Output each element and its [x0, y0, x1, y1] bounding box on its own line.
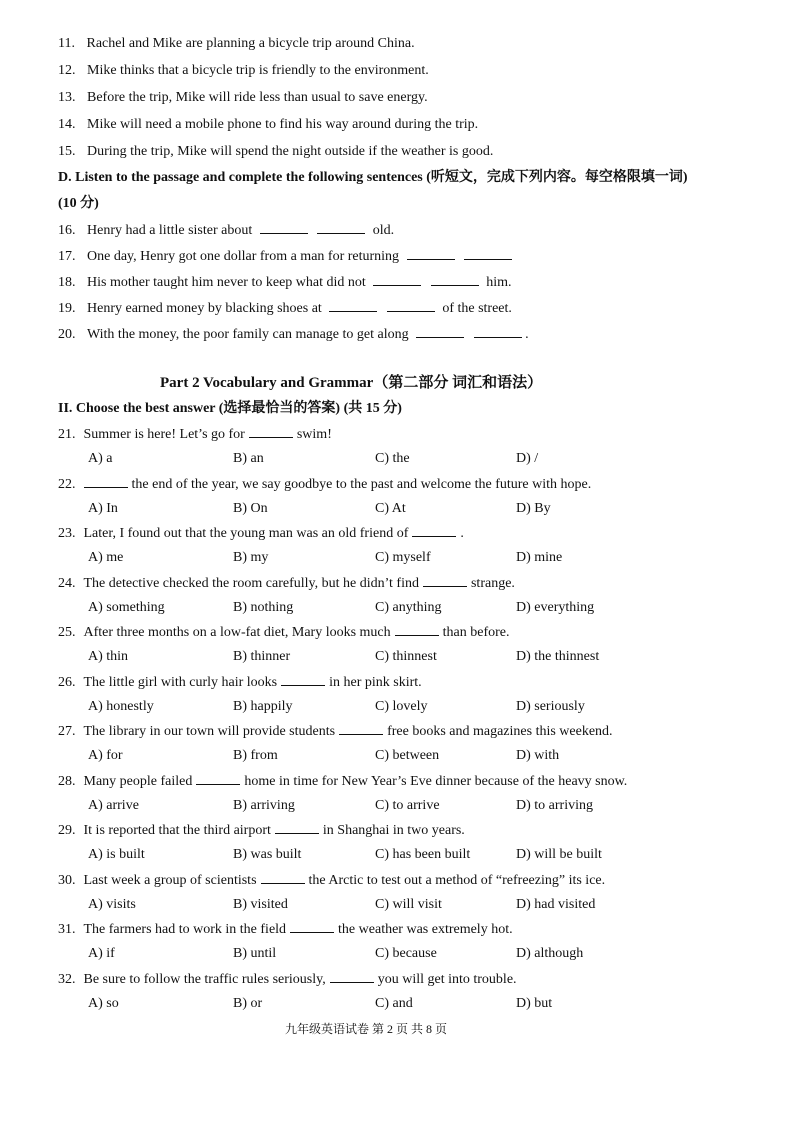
option-c[interactable]: C) has been built — [375, 847, 471, 862]
answer-blank[interactable] — [416, 325, 464, 338]
answer-blank[interactable] — [464, 247, 512, 260]
option-a[interactable]: A) visits — [88, 897, 136, 912]
option-d[interactable]: D) everything — [516, 600, 595, 615]
answer-blank[interactable] — [423, 574, 467, 587]
question-text: The little girl with curly hair looks — [83, 675, 278, 690]
statement-14 — [58, 116, 478, 134]
answer-blank[interactable] — [387, 299, 435, 312]
item-number: 11. — [58, 36, 75, 51]
item-text: him. — [486, 275, 512, 290]
sentence-19 — [58, 299, 512, 318]
option-b[interactable]: B) until — [233, 946, 277, 961]
item-number: 18. — [58, 275, 76, 290]
question-text: Last week a group of scientists — [83, 873, 257, 888]
answer-blank[interactable] — [249, 425, 293, 438]
option-c[interactable]: C) At — [375, 501, 406, 516]
answer-blank[interactable] — [196, 772, 240, 785]
question-text: Summer is here! Let’s go for — [83, 427, 245, 442]
option-d[interactable]: D) to arriving — [516, 798, 593, 813]
question-25 — [58, 623, 510, 642]
option-a[interactable]: A) a — [88, 451, 113, 466]
question-text: in Shanghai in two years. — [322, 823, 465, 838]
item-text: Mike will need a mobile phone to find his way around during the trip. — [87, 117, 479, 132]
question-text: swim! — [296, 427, 332, 442]
question-text: than before. — [442, 625, 510, 640]
question-text: . — [460, 526, 464, 541]
question-text: The detective checked the room carefully, but he didn’t find — [83, 576, 419, 591]
question-text: Many people failed — [83, 774, 193, 789]
question-number: 22. — [58, 477, 76, 492]
option-a[interactable]: A) something — [88, 600, 165, 615]
sentence-16 — [58, 221, 394, 240]
question-number: 28. — [58, 774, 76, 789]
answer-blank[interactable] — [412, 524, 456, 537]
question-text: After three months on a low-fat diet, Mary looks much — [83, 625, 391, 640]
answer-blank[interactable] — [84, 475, 128, 488]
part2-title: Part 2 Vocabulary and Grammar（第二部分 词汇和语法） — [160, 375, 543, 391]
question-number: 31. — [58, 922, 76, 937]
question-number: 26. — [58, 675, 76, 690]
question-number: 27. — [58, 724, 76, 739]
option-b[interactable]: B) from — [233, 748, 278, 763]
option-a[interactable]: A) honestly — [88, 699, 154, 714]
question-text: the end of the year, we say goodbye to the past and welcome the future with hope. — [131, 477, 592, 492]
option-b[interactable]: B) an — [233, 451, 264, 466]
answer-blank[interactable] — [330, 970, 374, 983]
answer-blank[interactable] — [329, 299, 377, 312]
question-23 — [58, 524, 464, 543]
option-b[interactable]: B) arriving — [233, 798, 295, 813]
option-b[interactable]: B) visited — [233, 897, 288, 912]
answer-blank[interactable] — [339, 722, 383, 735]
statement-12 — [58, 62, 429, 80]
question-28 — [58, 772, 627, 791]
question-number: 29. — [58, 823, 76, 838]
answer-blank[interactable] — [317, 221, 365, 234]
option-a[interactable]: A) for — [88, 748, 123, 763]
question-number: 30. — [58, 873, 76, 888]
option-c[interactable]: C) because — [375, 946, 437, 961]
option-b[interactable]: B) or — [233, 996, 263, 1011]
option-d[interactable]: D) / — [516, 451, 539, 466]
option-a[interactable]: A) thin — [88, 649, 129, 664]
question-29 — [58, 821, 465, 840]
item-text: With the money, the poor family can manage to get along — [87, 327, 409, 342]
option-d[interactable]: D) although — [516, 946, 584, 961]
item-text: old. — [372, 223, 395, 238]
item-text: His mother taught him never to keep what did not — [87, 275, 366, 290]
question-24 — [58, 574, 515, 593]
answer-blank[interactable] — [407, 247, 455, 260]
item-number: 19. — [58, 301, 76, 316]
option-a[interactable]: A) In — [88, 501, 118, 516]
option-a[interactable]: A) arrive — [88, 798, 139, 813]
question-30 — [58, 871, 605, 890]
option-a[interactable]: A) me — [88, 550, 124, 565]
item-text: . — [525, 327, 529, 342]
item-text: Henry had a little sister about — [87, 223, 253, 238]
statement-15 — [58, 143, 493, 161]
option-c[interactable]: C) myself — [375, 550, 431, 565]
item-number: 17. — [58, 249, 76, 264]
item-text: of the street. — [442, 301, 512, 316]
answer-blank[interactable] — [474, 325, 522, 338]
option-d[interactable]: D) had visited — [516, 897, 596, 912]
question-number: 25. — [58, 625, 76, 640]
answer-blank[interactable] — [281, 673, 325, 686]
item-text: Mike thinks that a bicycle trip is friendly to the environment. — [87, 63, 429, 78]
item-number: 15. — [58, 144, 76, 159]
question-text: The library in our town will provide students — [83, 724, 336, 739]
option-c[interactable]: C) to arrive — [375, 798, 440, 813]
answer-blank[interactable] — [395, 623, 439, 636]
option-b[interactable]: B) my — [233, 550, 269, 565]
option-b[interactable]: B) nothing — [233, 600, 294, 615]
question-number: 32. — [58, 972, 76, 987]
question-text: in her pink skirt. — [329, 675, 422, 690]
item-number: 20. — [58, 327, 76, 342]
question-text: home in time for New Year’s Eve dinner because of the heavy snow. — [244, 774, 628, 789]
option-d[interactable]: D) By — [516, 501, 551, 516]
option-c[interactable]: C) will visit — [375, 897, 442, 912]
page-footer: 九年级英语试卷 第 2 页 共 8 页 — [285, 1022, 448, 1036]
item-number: 13. — [58, 90, 76, 105]
sentence-18 — [58, 273, 512, 292]
question-text: strange. — [470, 576, 515, 591]
option-d[interactable]: D) the thinnest — [516, 649, 600, 664]
option-d[interactable]: D) seriously — [516, 699, 585, 714]
answer-blank[interactable] — [275, 821, 319, 834]
option-b[interactable]: B) was built — [233, 847, 302, 862]
sentence-20 — [58, 325, 529, 344]
item-number: 12. — [58, 63, 76, 78]
option-d[interactable]: D) but — [516, 996, 553, 1011]
answer-blank[interactable] — [373, 273, 421, 286]
option-c[interactable]: C) the — [375, 451, 410, 466]
question-text: you will get into trouble. — [377, 972, 517, 987]
option-a[interactable]: A) if — [88, 946, 115, 961]
section-ii-title: II. Choose the best answer (选择最恰当的答案) (共 15 分) — [58, 401, 402, 416]
option-c[interactable]: C) anything — [375, 600, 442, 615]
statement-11 — [58, 35, 415, 53]
item-text: During the trip, Mike will spend the night outside if the weather is good. — [87, 144, 494, 159]
question-32 — [58, 970, 517, 989]
item-text: Rachel and Mike are planning a bicycle trip around China. — [86, 36, 415, 51]
item-text: One day, Henry got one dollar from a man for returning — [87, 249, 400, 264]
section-d-points: (10 分) — [58, 196, 99, 211]
answer-blank[interactable] — [260, 221, 308, 234]
question-27 — [58, 722, 613, 741]
option-b[interactable]: B) On — [233, 501, 268, 516]
question-text: the Arctic to test out a method of “refreezing” its ice. — [308, 873, 606, 888]
question-text: The farmers had to work in the field — [83, 922, 287, 937]
answer-blank[interactable] — [261, 871, 305, 884]
question-text: It is reported that the third airport — [83, 823, 271, 838]
statement-13 — [58, 89, 428, 107]
item-text: Henry earned money by blacking shoes at — [87, 301, 322, 316]
question-number: 21. — [58, 427, 76, 442]
item-number: 14. — [58, 117, 76, 132]
section-d-title: D. Listen to the passage and complete the following sentences (听短文，完成下列内容。每空格限填一词) — [58, 170, 688, 185]
option-b[interactable]: B) thinner — [233, 649, 291, 664]
option-a[interactable]: A) is built — [88, 847, 145, 862]
question-31 — [58, 920, 513, 939]
option-c[interactable]: C) and — [375, 996, 413, 1011]
option-d[interactable]: D) will be built — [516, 847, 602, 862]
question-text: the weather was extremely hot. — [338, 922, 513, 937]
answer-blank[interactable] — [290, 920, 334, 933]
option-b[interactable]: B) happily — [233, 699, 293, 714]
answer-blank[interactable] — [431, 273, 479, 286]
option-d[interactable]: D) with — [516, 748, 560, 763]
option-a[interactable]: A) so — [88, 996, 119, 1011]
question-text: free books and magazines this weekend. — [387, 724, 613, 739]
item-number: 16. — [58, 223, 76, 238]
question-21 — [58, 425, 332, 444]
option-c[interactable]: C) thinnest — [375, 649, 437, 664]
question-text: Later, I found out that the young man was an old friend of — [83, 526, 409, 541]
question-number: 23. — [58, 526, 76, 541]
option-c[interactable]: C) lovely — [375, 699, 428, 714]
sentence-17 — [58, 247, 512, 266]
question-22 — [58, 475, 591, 494]
option-c[interactable]: C) between — [375, 748, 440, 763]
option-d[interactable]: D) mine — [516, 550, 563, 565]
question-number: 24. — [58, 576, 76, 591]
item-text: Before the trip, Mike will ride less than usual to save energy. — [87, 90, 428, 105]
question-26 — [58, 673, 422, 692]
question-text: Be sure to follow the traffic rules seriously, — [83, 972, 326, 987]
